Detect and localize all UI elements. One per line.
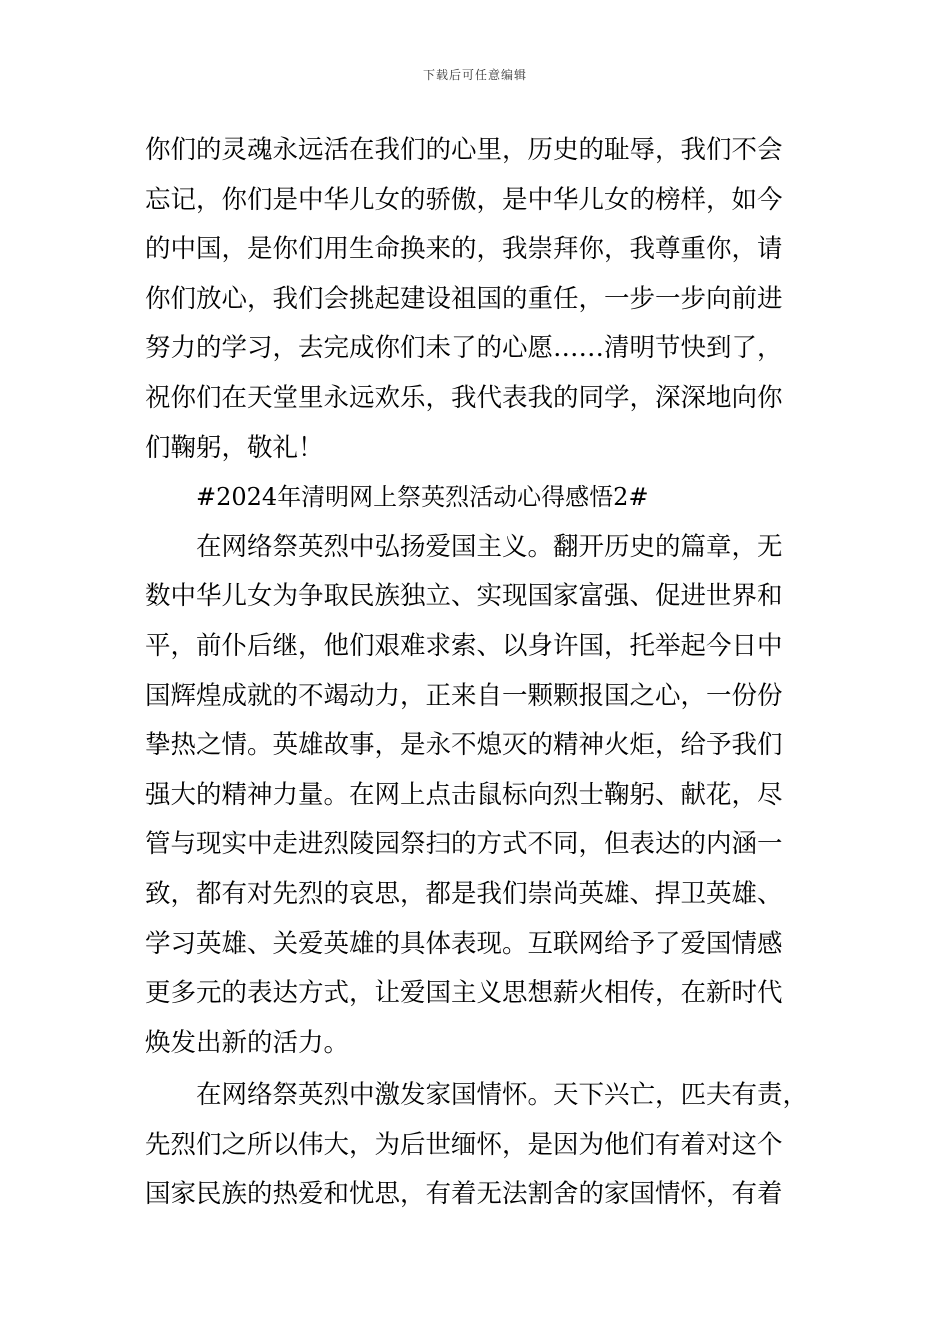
text-line: 们鞠躬，敬礼！ — [145, 432, 324, 463]
text-line: 数中华儿女为争取民族独立、实现国家富强、促进世界和 — [145, 581, 783, 612]
text-line: 国家民族的热爱和忧思，有着无法割舍的家国情怀，有着 — [145, 1179, 783, 1210]
text-line: 的中国，是你们用生命换来的，我崇拜你，我尊重你，请 — [145, 234, 783, 265]
paragraph-closing-tribute — [145, 126, 810, 473]
section-title: #2024年清明网上祭英烈活动心得感悟2# — [196, 483, 649, 512]
text-line: 你们放心，我们会挑起建设祖国的重任，一步一步向前进 — [145, 283, 783, 314]
document-body — [145, 126, 810, 1220]
text-line: 强大的精神力量。在网上点击鼠标向烈士鞠躬、献花，尽 — [145, 779, 783, 810]
text-line: 平，前仆后继，他们艰难求索、以身许国，托举起今日中 — [145, 630, 783, 661]
text-line: 致，都有对先烈的哀思，都是我们崇尚英雄、捍卫英雄、 — [145, 878, 783, 909]
text-line: 更多元的表达方式，让爱国主义思想薪火相传，在新时代 — [145, 978, 783, 1009]
text-line: 焕发出新的活力。 — [145, 1027, 350, 1058]
text-line: 祝你们在天堂里永远欢乐，我代表我的同学，深深地向你 — [145, 382, 783, 413]
page-header-note: 下载后可任意编辑 — [422, 68, 527, 82]
text-line: 国辉煌成就的不竭动力，正来自一颗颗报国之心，一份份 — [145, 680, 783, 711]
text-line: 你们的灵魂永远活在我们的心里，历史的耻辱，我们不会 — [145, 135, 783, 165]
text-line: 学习英雄、关爱英雄的具体表现。互联网给予了爱国情感 — [145, 928, 783, 959]
text-line: 努力的学习，去完成你们未了的心愿……清明节快到了， — [145, 333, 783, 364]
text-line: 在网络祭英烈中激发家国情怀。天下兴亡，匹夫有责， — [196, 1080, 809, 1111]
paragraph-family-and-country — [145, 1071, 810, 1220]
text-line: 在网络祭英烈中弘扬爱国主义。翻开历史的篇章，无 — [196, 531, 783, 562]
section-heading — [145, 473, 810, 523]
paragraph-patriotism — [145, 523, 810, 1069]
text-line: 忘记，你们是中华儿女的骄傲，是中华儿女的榜样，如今 — [145, 184, 783, 215]
text-line: 先烈们之所以伟大，为后世缅怀，是因为他们有着对这个 — [145, 1129, 783, 1160]
text-line: 挚热之情。英雄故事，是永不熄灭的精神火炬，给予我们 — [145, 730, 783, 761]
text-line: 管与现实中走进烈陵园祭扫的方式不同，但表达的内涵一 — [145, 829, 783, 860]
